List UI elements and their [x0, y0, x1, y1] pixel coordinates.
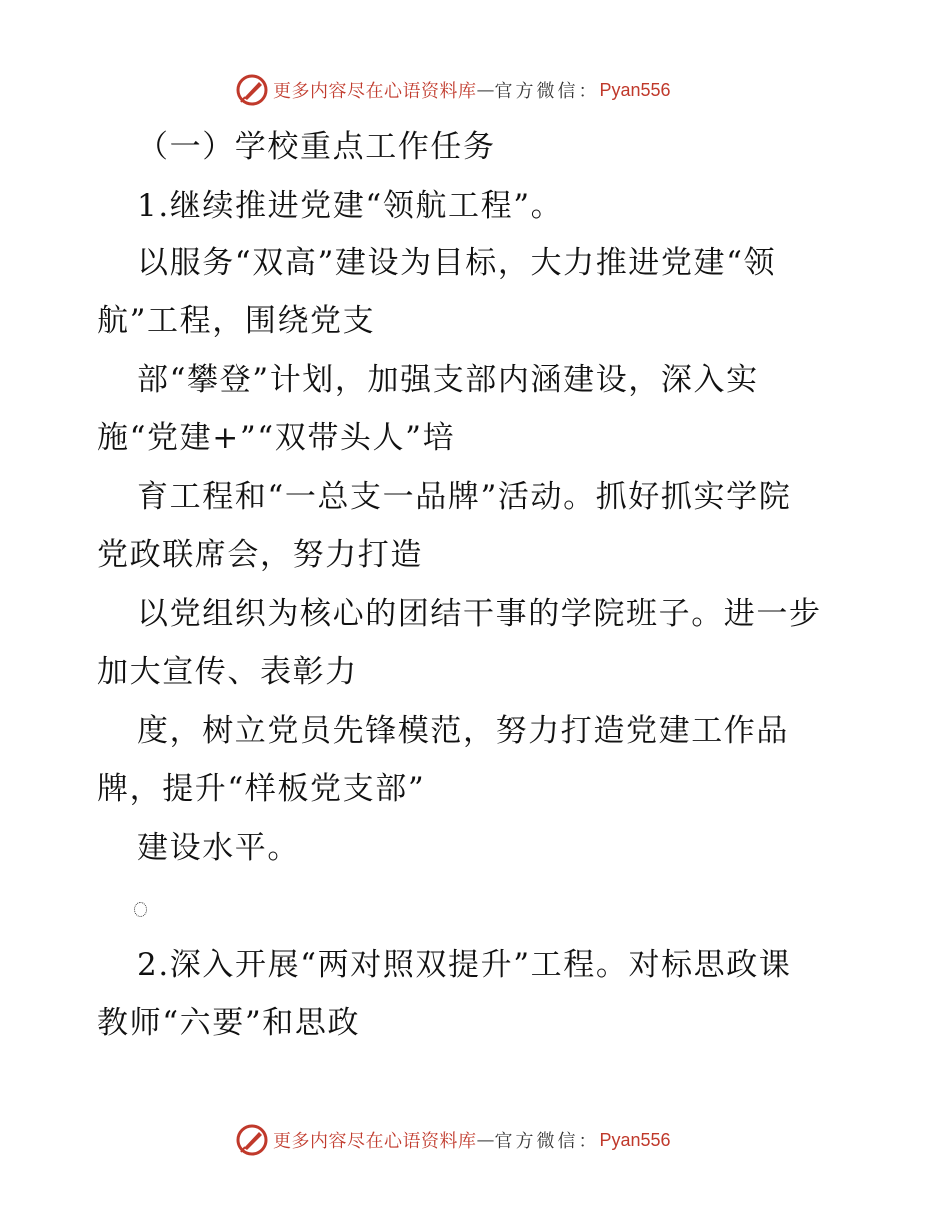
paragraph-line: 育工程和“一总支一品牌”活动。抓好抓实学院 — [137, 479, 792, 515]
quill-logo-icon — [235, 1123, 269, 1157]
paragraph-line: 部“攀登”计划，加强支部内涵建设，深入实 — [137, 362, 759, 398]
placeholder-circle-mark — [134, 902, 147, 917]
item-heading-2: 2.深入开展“两对照双提升”工程。对标思政课 — [137, 947, 792, 983]
footer-watermark — [235, 1123, 671, 1157]
paragraph-line: 度，树立党员先锋模范，努力打造党建工作品 — [137, 713, 789, 749]
watermark-wechat-id: Pyan556 — [599, 1129, 671, 1150]
item-heading-1: 1.继续推进党建“领航工程”。 — [137, 188, 564, 224]
watermark-wechat-id: Pyan556 — [599, 79, 671, 100]
paragraph-line: 施“党建+”“双带头人”培 — [97, 420, 456, 456]
section-heading: （一）学校重点工作任务 — [137, 129, 496, 165]
paragraph-line: 以服务“双高”建设为目标，大力推进党建“领 — [137, 245, 777, 281]
paragraph-line: 党政联席会，努力打造 — [97, 537, 423, 573]
watermark-separator: — — [476, 79, 495, 101]
paragraph-line: 建设水平。 — [137, 830, 300, 866]
paragraph-line: 航”工程，围绕党支 — [97, 303, 376, 339]
paragraph-line: 加大宣传、表彰力 — [97, 654, 358, 690]
watermark-separator: — — [476, 1129, 495, 1151]
quill-logo-icon — [235, 73, 269, 107]
watermark-official-label: 官方微信： — [494, 81, 600, 102]
header-watermark — [235, 73, 671, 107]
paragraph-line: 牌，提升“样板党支部” — [97, 771, 426, 807]
watermark-text: 更多内容尽在心语资料库 — [273, 1131, 477, 1152]
watermark-official-label: 官方微信： — [494, 1131, 600, 1152]
watermark-text: 更多内容尽在心语资料库 — [273, 81, 477, 102]
paragraph-line: 以党组织为核心的团结干事的学院班子。进一步 — [137, 596, 822, 632]
paragraph-line: 教师“六要”和思政 — [97, 1005, 361, 1041]
